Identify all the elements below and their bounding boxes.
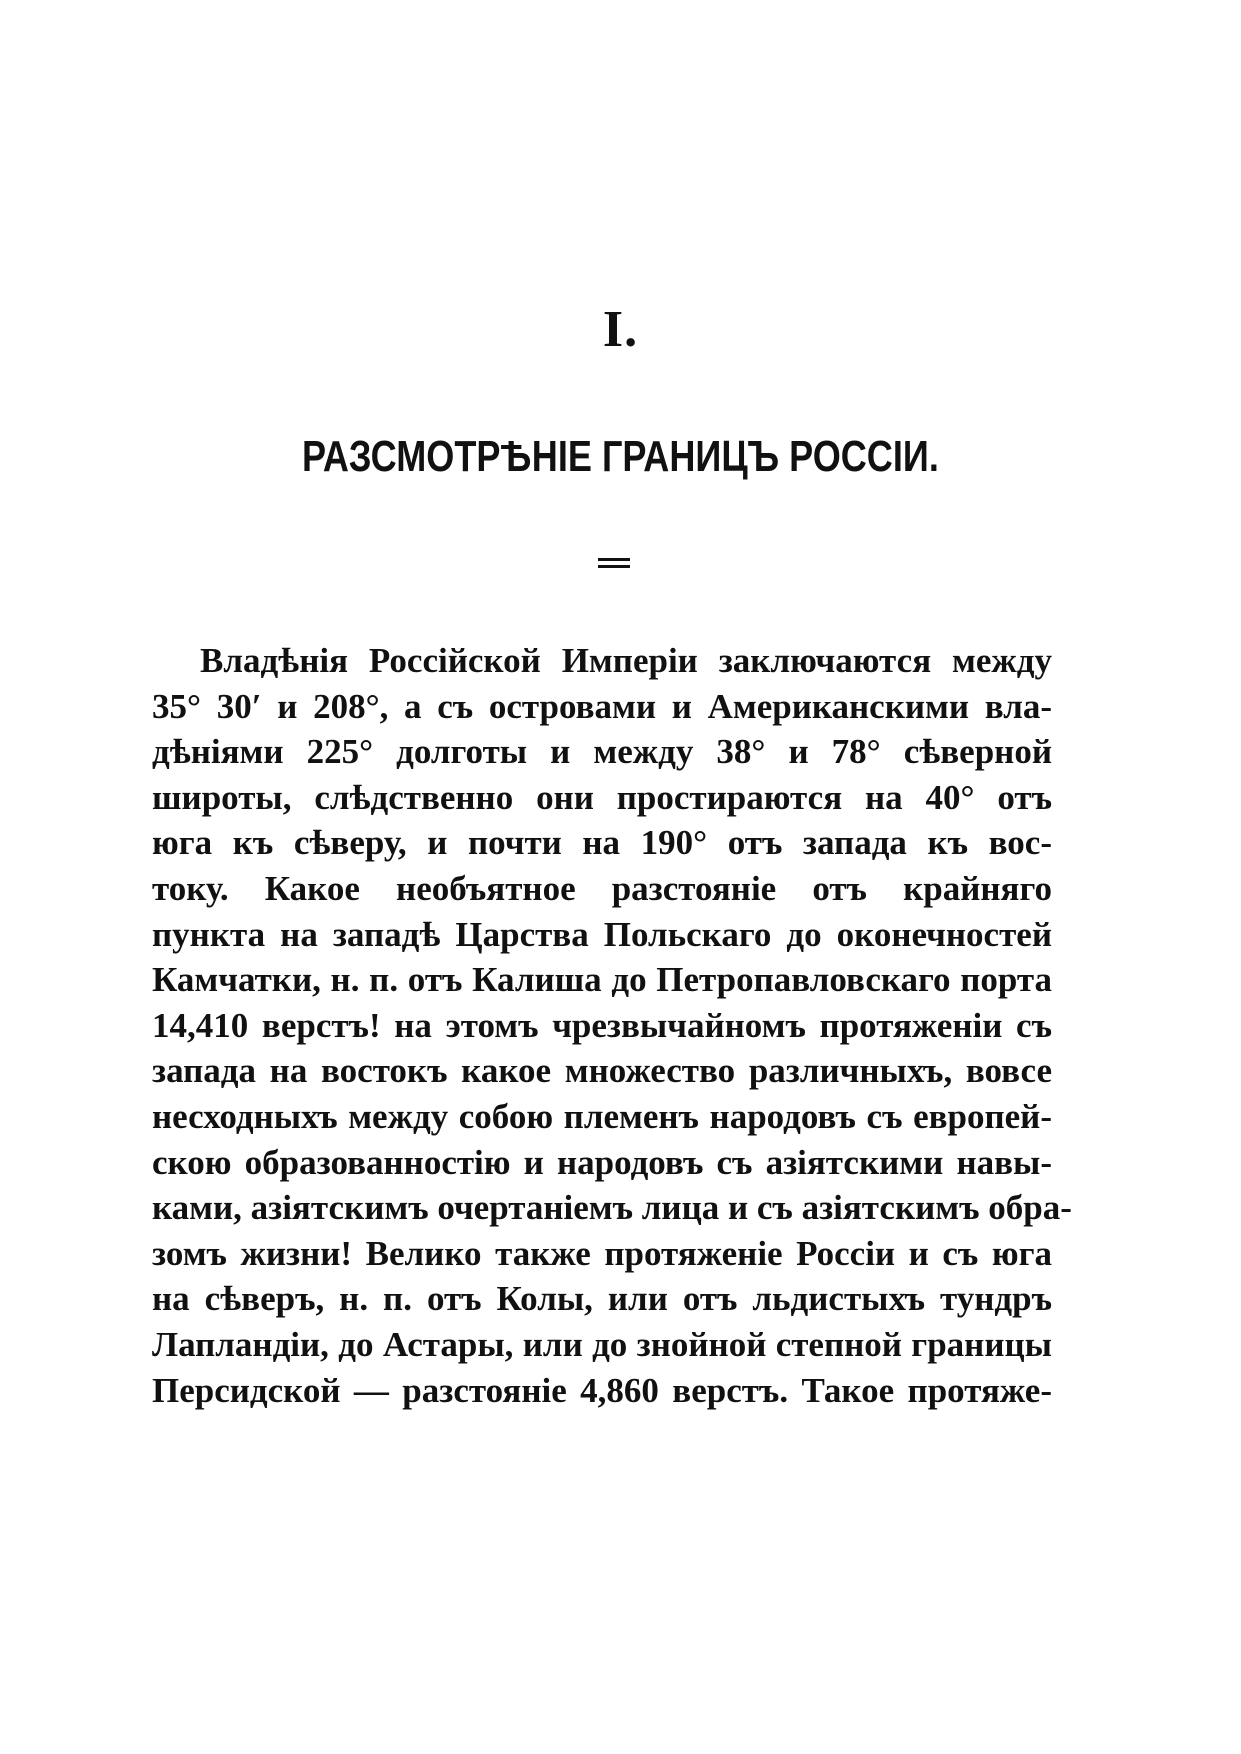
text-line: юга къ сѣверу, и почти на 190° отъ запада къ вос- bbox=[152, 823, 1052, 863]
chapter-title: РАЗСМОТРѢНІЕ ГРАНИЦЪ РОССІИ. bbox=[301, 432, 939, 481]
text-line: широты, слѣдственно они простираются на 40° отъ bbox=[152, 777, 1052, 817]
text-line: Камчатки, н. п. отъ Калиша до Петропавловскаго порта bbox=[152, 960, 1052, 1000]
divider-bar-top bbox=[598, 558, 630, 561]
text-line: пункта на западѣ Царства Польскаго до оконечностей bbox=[152, 914, 1052, 954]
text-line: несходныхъ между собою племенъ народовъ съ европей- bbox=[152, 1096, 1052, 1136]
text-line: 35° 30′ и 208°, а съ островами и Американскими вла- bbox=[152, 686, 1052, 726]
text-line: дѣніями 225° долготы и между 38° и 78° сѣверной bbox=[152, 732, 1052, 772]
text-line: зомъ жизни! Велико также протяженіе Россіи и съ юга bbox=[152, 1233, 1052, 1273]
text-line: ками, азіятскимъ очертаніемъ лица и съ азіятскимъ обра- bbox=[152, 1188, 1072, 1228]
text-line: запада на востокъ какое множество различныхъ, вовсе bbox=[152, 1051, 1052, 1091]
divider-bar-bottom bbox=[598, 565, 630, 568]
text-line: Владѣнія Россійской Имперіи заключаются между bbox=[200, 641, 1052, 680]
text-line: Персидской — разстояніе 4,860 верстъ. Такое протяже- bbox=[152, 1370, 1052, 1410]
text-line: Лапландіи, до Астары, или до знойной степной границы bbox=[152, 1324, 1052, 1364]
text-line: току. Какое необъятное разстояніе отъ крайняго bbox=[152, 868, 1052, 908]
body-paragraph bbox=[152, 638, 1072, 1413]
text-line: скою образованностію и народовъ съ азіятскими навы- bbox=[152, 1142, 1052, 1182]
text-line: 14,410 верстъ! на этомъ чрезвычайномъ протяженіи съ bbox=[152, 1005, 1052, 1045]
section-divider bbox=[598, 558, 630, 570]
chapter-number: I. bbox=[602, 301, 639, 358]
text-line: на сѣверъ, н. п. отъ Колы, или отъ льдистыхъ тундръ bbox=[152, 1279, 1052, 1319]
